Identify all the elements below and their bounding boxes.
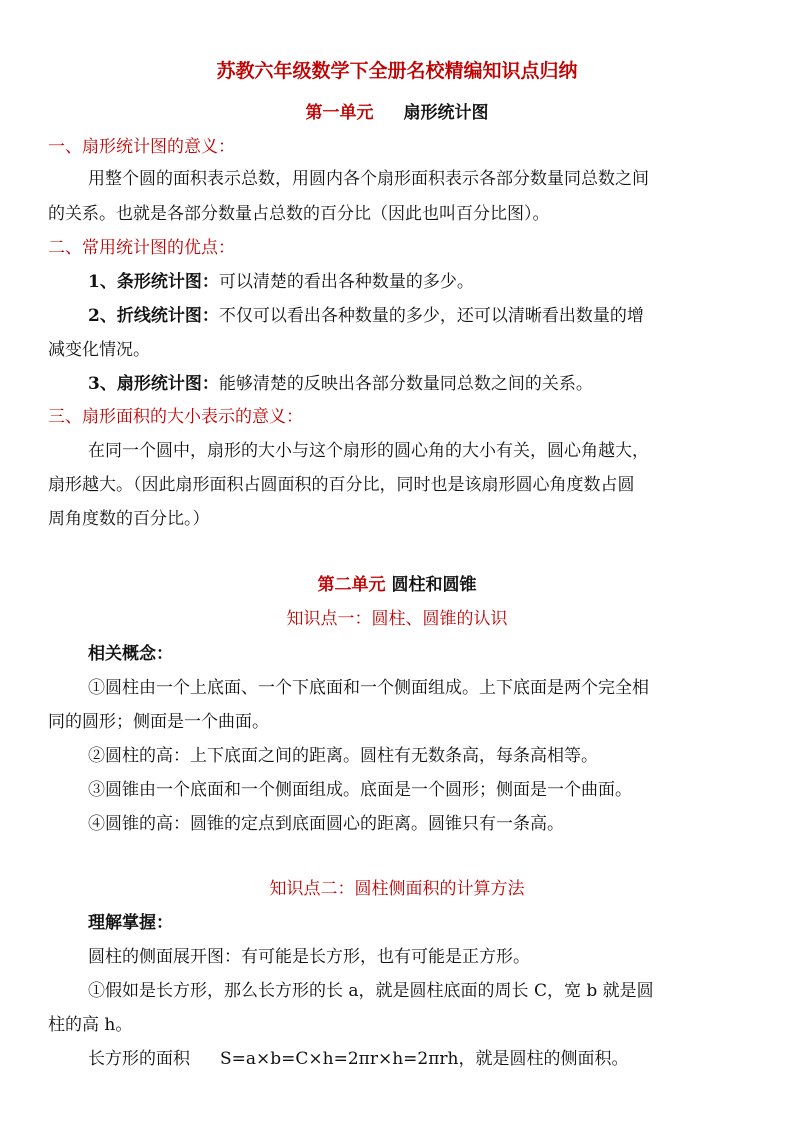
paragraph-line: 用整个圆的面积表示总数，用圆内各个扇形面积表示各部分数量同总数之间 [88,169,649,189]
item-text: 可以清楚的看出各种数量的多少。 [218,272,474,292]
paragraph-line: 柱的高 h。 [48,1015,133,1035]
document-title: 苏教六年级数学下全册名校精编知识点归纳 [216,60,578,82]
formula-text: S=a×b=C×h=2πr×h=2πrh，就是圆柱的侧面积。 [220,1049,629,1069]
item-term: 1、条形统计图： [88,272,219,292]
unit1-name: 扇形统计图 [403,103,489,123]
section-heading: 二、常用统计图的优点： [48,238,235,258]
unit2-heading [0,574,794,596]
paragraph-line: 扇形越大。（因此扇形面积占圆面积的百分比，同时也是该扇形圆心角度数占圆 [48,475,635,495]
formula-line [88,1048,628,1070]
paragraph-line: 周角度数的百分比。） [48,509,210,529]
knowledge-point-heading: 知识点一：圆柱、圆锥的认识 [286,609,508,629]
knowledge-point-heading: 知识点二：圆柱侧面积的计算方法 [269,879,525,899]
paragraph-line: 的关系。也就是各部分数量占总数的百分比（因此也叫百分比图）。 [48,204,550,224]
list-item [88,305,644,327]
paragraph-line: 同的圆形；侧面是一个曲面。 [48,712,269,732]
paragraph-line: ④圆锥的高：圆锥的定点到底面圆心的距离。圆锥只有一条高。 [88,814,564,834]
paragraph-line: 圆柱的侧面展开图：有可能是长方形，也有可能是正方形。 [88,947,530,967]
formula-label: 长方形的面积 [88,1049,190,1069]
paragraph-line: 减变化情况。 [48,340,150,360]
item-text: 能够清楚的反映出各部分数量同总数之间的关系。 [218,374,593,394]
subheading: 理解掌握： [88,913,173,933]
item-term: 2、折线统计图： [88,306,219,326]
paragraph-line: 在同一个圆中，扇形的大小与这个扇形的圆心角的大小有关，圆心角越大， [88,441,649,461]
section-heading: 一、扇形统计图的意义： [48,137,235,157]
section-heading: 三、扇形面积的大小表示的意义： [48,407,303,427]
unit2-label: 第二单元 [317,575,386,595]
unit1-label: 第一单元 [305,103,374,123]
paragraph-line: ②圆柱的高：上下底面之间的距离。圆柱有无数条高，每条高相等。 [88,746,598,766]
unit1-heading [0,102,794,124]
paragraph-line: ①假如是长方形，那么长方形的长 a，就是圆柱底面的周长 C，宽 b 就是圆 [88,981,654,1001]
list-item [88,373,593,395]
list-item [88,271,474,293]
item-term: 3、扇形统计图： [88,374,219,394]
paragraph-line: ③圆锥由一个底面和一个侧面组成。底面是一个圆形；侧面是一个曲面。 [88,780,632,800]
subheading: 相关概念： [88,644,173,664]
item-text: 不仅可以看出各种数量的多少，还可以清晰看出数量的增 [218,306,644,326]
paragraph-line: ①圆柱由一个上底面、一个下底面和一个侧面组成。上下底面是两个完全相 [88,678,649,698]
unit2-name: 圆柱和圆锥 [391,575,477,595]
